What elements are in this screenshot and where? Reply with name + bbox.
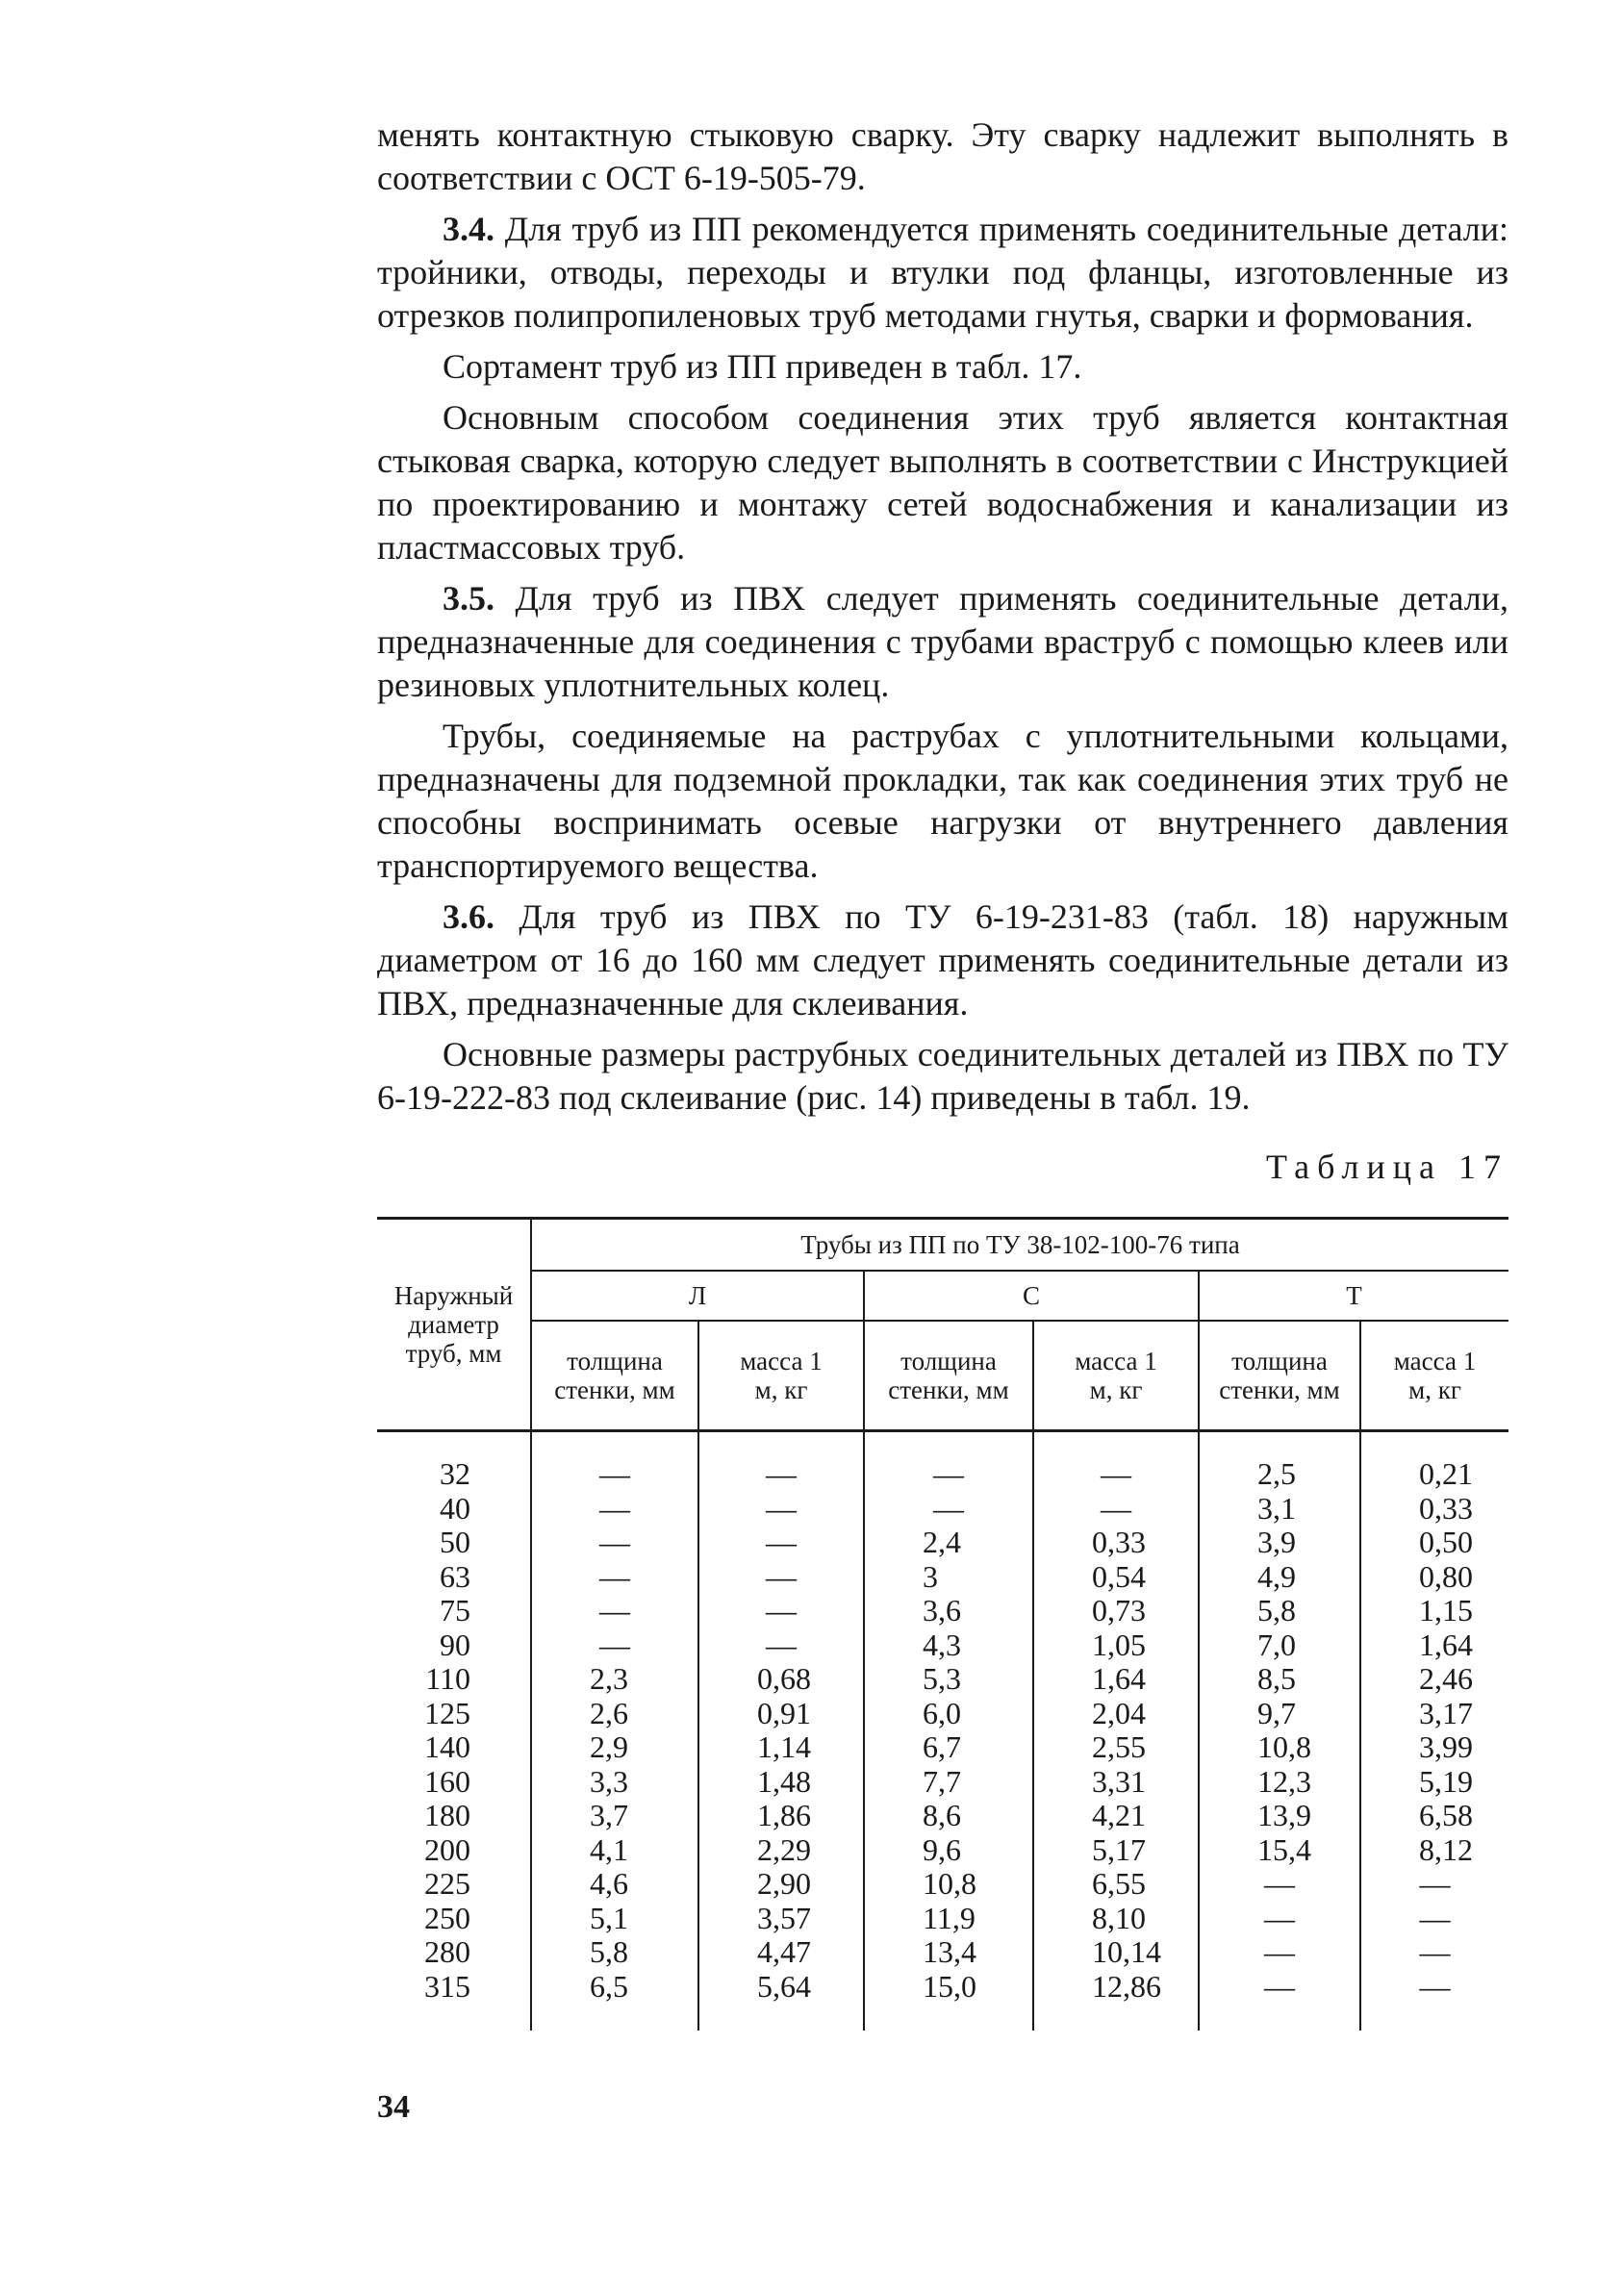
value-cell: — (698, 1560, 864, 1595)
value-cell: 2,29 (698, 1833, 864, 1868)
value-cell: 1,64 (1033, 1662, 1199, 1697)
table-row (377, 1799, 1508, 1833)
value-cell: — (1360, 1970, 1508, 2031)
subheader-mass: масса 1 м, кг (1033, 1321, 1199, 1431)
paragraph: 3.6. Для труб из ПВХ по ТУ 6-19-231-83 (табл. 18) наружным диаметром от 16 до 160 мм следует применять соединительные детали из ПВХ, предназначенные для склеивания. (377, 897, 1508, 1022)
diameter-cell: 250 (424, 1900, 470, 1935)
value-cell: 8,12 (1360, 1833, 1508, 1868)
table-caption: Таблица 17 (1266, 1148, 1508, 1186)
value-cell: 2,90 (698, 1867, 864, 1902)
value-cell: 0,68 (698, 1662, 864, 1697)
value-cell: 3,57 (698, 1902, 864, 1936)
value-cell: — (698, 1492, 864, 1526)
diameter-cell: 180 (424, 1798, 470, 1832)
table-row (377, 1970, 1508, 2031)
value-cell: 3,9 (1199, 1526, 1360, 1560)
diameter-cell: 32 (440, 1456, 470, 1491)
value-cell: 0,21 (1360, 1431, 1508, 1492)
table-row (377, 1833, 1508, 1868)
value-cell: — (698, 1628, 864, 1663)
value-cell: 6,55 (1033, 1867, 1199, 1902)
table-row (377, 1526, 1508, 1560)
value-cell: 10,8 (864, 1867, 1033, 1902)
value-cell: 1,05 (1033, 1628, 1199, 1663)
value-cell: 7,7 (864, 1765, 1033, 1800)
value-cell: 3,6 (864, 1594, 1033, 1628)
diameter-cell: 50 (440, 1525, 470, 1559)
value-cell: 0,91 (698, 1697, 864, 1731)
type-header-t: Т (1199, 1271, 1508, 1321)
value-cell: 6,58 (1360, 1799, 1508, 1833)
value-cell: 6,0 (864, 1697, 1033, 1731)
diameter-cell: 280 (424, 1934, 470, 1969)
table-row (377, 1697, 1508, 1731)
value-cell: 4,1 (531, 1833, 698, 1868)
value-cell: 4,47 (698, 1935, 864, 1970)
value-cell: 3,3 (531, 1765, 698, 1800)
table-row (377, 1431, 1508, 1492)
value-cell: 3,99 (1360, 1730, 1508, 1765)
table-row (377, 1560, 1508, 1595)
value-cell: — (864, 1492, 1033, 1526)
value-cell: 3,17 (1360, 1697, 1508, 1731)
value-cell: 0,33 (1360, 1492, 1508, 1526)
paragraph: Сортамент труб из ПП приведен в табл. 17. (443, 347, 1082, 386)
value-cell: 0,50 (1360, 1526, 1508, 1560)
value-cell: 5,8 (531, 1935, 698, 1970)
subheader-thickness: толщина стенки, мм (864, 1321, 1033, 1431)
clause-number: 3.4. (443, 210, 494, 248)
paragraph: 3.5. Для труб из ПВХ следует применять соединительные детали, предназначенные для соединения с трубами враструб с помощью клеев или резиновых уплотнительных колец. (377, 579, 1508, 704)
table-row (377, 1594, 1508, 1628)
value-cell: 7,0 (1199, 1628, 1360, 1663)
page-number: 34 (377, 2089, 410, 2125)
subheader-mass: масса 1 м, кг (1360, 1321, 1508, 1431)
subheader-thickness: толщина стенки, мм (531, 1321, 698, 1431)
value-cell: 8,5 (1199, 1662, 1360, 1697)
clause-number: 3.5. (443, 579, 494, 618)
value-cell: — (1033, 1431, 1199, 1492)
value-cell: — (531, 1492, 698, 1526)
value-cell: 2,9 (531, 1730, 698, 1765)
value-cell: 2,3 (531, 1662, 698, 1697)
value-cell: — (698, 1431, 864, 1492)
value-cell: 2,4 (864, 1526, 1033, 1560)
value-cell: 6,7 (864, 1730, 1033, 1765)
value-cell: 0,33 (1033, 1526, 1199, 1560)
value-cell: 4,21 (1033, 1799, 1199, 1833)
value-cell: 5,8 (1199, 1594, 1360, 1628)
value-cell: — (1360, 1867, 1508, 1902)
value-cell: 11,9 (864, 1902, 1033, 1936)
value-cell: 15,0 (864, 1970, 1033, 2031)
value-cell: 15,4 (1199, 1833, 1360, 1868)
value-cell: 2,55 (1033, 1730, 1199, 1765)
value-cell: 5,1 (531, 1902, 698, 1936)
value-cell: 5,19 (1360, 1765, 1508, 1800)
table-row (377, 1935, 1508, 1970)
value-cell: 2,6 (531, 1697, 698, 1731)
type-header-s: С (864, 1271, 1199, 1321)
subheader-mass: масса 1 м, кг (698, 1321, 864, 1431)
paragraph: 3.4. Для труб из ПП рекомендуется применять соединительные детали: тройники, отводы, переходы и втулки под фланцы, изготовленные из отрезков полипропиленовых труб методами гнутья, сварки и формования. (377, 210, 1508, 335)
value-cell: 4,6 (531, 1867, 698, 1902)
value-cell: 1,64 (1360, 1628, 1508, 1663)
table-row (377, 1662, 1508, 1697)
value-cell: 8,6 (864, 1799, 1033, 1833)
value-cell: — (531, 1594, 698, 1628)
diameter-cell: 90 (440, 1627, 470, 1662)
value-cell: 0,80 (1360, 1560, 1508, 1595)
value-cell: 9,6 (864, 1833, 1033, 1868)
table-row (377, 1730, 1508, 1765)
diameter-cell: 160 (424, 1763, 470, 1799)
value-cell: 0,73 (1033, 1594, 1199, 1628)
value-cell: — (531, 1431, 698, 1492)
type-header-l: Л (531, 1271, 864, 1321)
value-cell: — (1199, 1867, 1360, 1902)
table-row (377, 1902, 1508, 1936)
value-cell: 3 (864, 1560, 1033, 1595)
value-cell: 1,14 (698, 1730, 864, 1765)
value-cell: 10,14 (1033, 1935, 1199, 1970)
value-cell: 1,48 (698, 1765, 864, 1800)
body-text (377, 114, 1508, 1127)
diameter-cell: 225 (424, 1866, 470, 1901)
value-cell: 12,3 (1199, 1765, 1360, 1800)
value-cell: 4,3 (864, 1628, 1033, 1663)
subheader-thickness: толщина стенки, мм (1199, 1321, 1360, 1431)
table-row (377, 1628, 1508, 1663)
value-cell: — (1033, 1492, 1199, 1526)
row-header: Наружный диаметр труб, мм (377, 1219, 531, 1431)
value-cell: — (1199, 1970, 1360, 2031)
value-cell: — (698, 1526, 864, 1560)
diameter-cell: 125 (424, 1695, 470, 1730)
paragraph: Основные размеры раструбных соединительных деталей из ПВХ по ТУ 6-19-222-83 под склеивание (рис. 14) приведены в табл. 19. (377, 1035, 1508, 1117)
value-cell: 5,64 (698, 1970, 864, 2031)
table-row (377, 1492, 1508, 1526)
value-cell: 12,86 (1033, 1970, 1199, 2031)
value-cell: 2,46 (1360, 1662, 1508, 1697)
paragraph: менять контактную стыковую сварку. Эту сварку надлежит выполнять в соответствии с ОСТ 6-19-505-79. (377, 115, 1508, 197)
value-cell: — (698, 1594, 864, 1628)
value-cell: — (531, 1526, 698, 1560)
value-cell: 1,15 (1360, 1594, 1508, 1628)
table-row (377, 1765, 1508, 1800)
diameter-cell: 140 (424, 1729, 470, 1764)
value-cell: — (1360, 1935, 1508, 1970)
table-17 (377, 1217, 1508, 2031)
value-cell: 8,10 (1033, 1902, 1199, 1936)
paragraph: Трубы, соединяемые на раструбах с уплотнительными кольцами, предназначены для подземной прокладки, так как соединения этих труб не способны воспринимать осевые нагрузки от внутреннего давления транспортируемого вещества. (377, 717, 1508, 885)
value-cell: 0,54 (1033, 1560, 1199, 1595)
diameter-cell: 63 (440, 1558, 470, 1594)
value-cell: — (1199, 1902, 1360, 1936)
value-cell: 2,04 (1033, 1697, 1199, 1731)
value-cell: 5,3 (864, 1662, 1033, 1697)
value-cell: 4,9 (1199, 1560, 1360, 1595)
value-cell: 9,7 (1199, 1697, 1360, 1731)
diameter-cell: 110 (425, 1661, 470, 1696)
value-cell: — (1199, 1935, 1360, 1970)
diameter-cell: 315 (424, 1968, 470, 2004)
value-cell: 13,9 (1199, 1799, 1360, 1833)
value-cell: — (531, 1628, 698, 1663)
diameter-cell: 75 (440, 1593, 470, 1627)
value-cell: 6,5 (531, 1970, 698, 2031)
value-cell: 10,8 (1199, 1730, 1360, 1765)
diameter-cell: 200 (424, 1831, 470, 1867)
clause-number: 3.6. (443, 897, 494, 936)
paragraph: Основным способом соединения этих труб является контактная стыковая сварка, которую следует выполнять в соответствии с Инструкцией по проектированию и монтажу сетей водоснабжения и канализации из пластмассовых труб. (377, 398, 1508, 567)
value-cell: — (864, 1431, 1033, 1492)
diameter-cell: 40 (440, 1490, 470, 1526)
group-header: Трубы из ПП по ТУ 38-102-100-76 типа (531, 1219, 1508, 1272)
value-cell: 3,7 (531, 1799, 698, 1833)
value-cell: 3,1 (1199, 1492, 1360, 1526)
value-cell: 13,4 (864, 1935, 1033, 1970)
value-cell: 3,31 (1033, 1765, 1199, 1800)
value-cell: 2,5 (1199, 1431, 1360, 1492)
value-cell: 5,17 (1033, 1833, 1199, 1868)
table-row (377, 1867, 1508, 1902)
value-cell: 1,86 (698, 1799, 864, 1833)
value-cell: — (1360, 1902, 1508, 1936)
value-cell: — (531, 1560, 698, 1595)
